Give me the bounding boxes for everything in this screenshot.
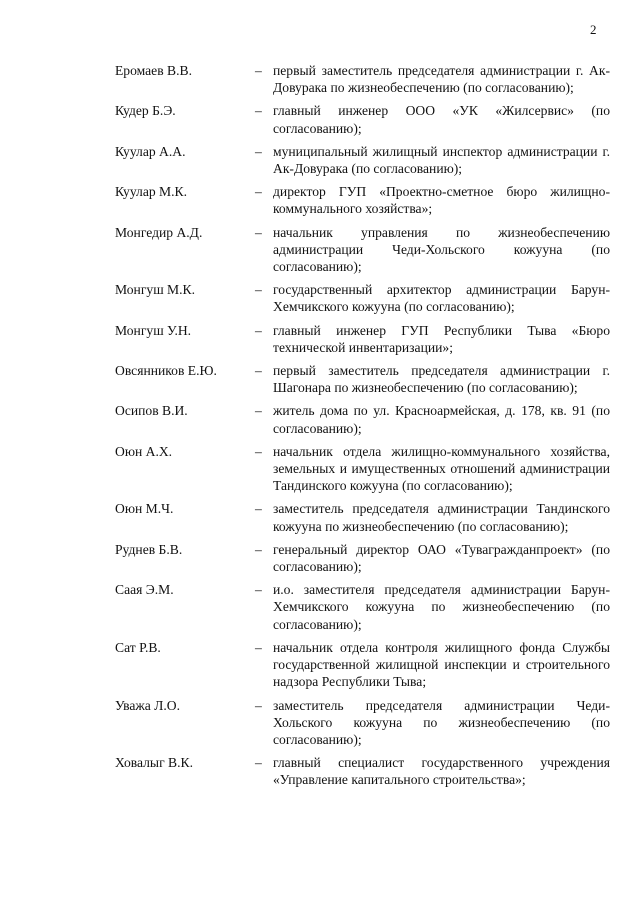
list-item: [115, 581, 610, 633]
member-duty: житель дома по ул. Красноармейская, д. 178, кв. 91 (по согласованию);: [273, 403, 610, 436]
member-duty: генеральный директор ОАО «Тувагражданпроект» (по согласованию);: [273, 541, 610, 575]
list-item: [115, 62, 610, 96]
dash-separator: –: [255, 443, 262, 459]
list-item: [115, 541, 610, 575]
dash-separator: –: [255, 363, 262, 379]
dash-separator: –: [255, 322, 262, 338]
member-duty: начальник отдела жилищно-коммунального хозяйства, земельных и имущественных отношений администрации Тандинского кожууна (по согласованию);: [273, 443, 610, 494]
list-item: [115, 402, 610, 436]
member-duty: начальник отдела контроля жилищного фонда Службы государственной жилищной инспекции и строительного надзора Республики Тыва;: [273, 639, 610, 690]
dash-separator: –: [255, 403, 262, 419]
list-item: [115, 322, 610, 356]
member-duty: заместитель председателя администрации Тандинского кожууна по жизнеобеспечению (по согласованию);: [273, 501, 610, 534]
member-list: [115, 62, 610, 795]
dash-separator: –: [255, 639, 262, 655]
dash-separator: –: [255, 501, 262, 517]
dash-separator: –: [255, 282, 262, 298]
member-name: Ховалыг В.К.: [115, 755, 193, 771]
member-name: Саая Э.М.: [115, 582, 174, 598]
member-name: Осипов В.И.: [115, 403, 188, 419]
member-duty: главный инженер ГУП Республики Тыва «Бюро технической инвентаризации»;: [273, 322, 610, 355]
dash-separator: –: [255, 755, 262, 771]
dash-separator: –: [255, 103, 262, 119]
member-name: Уважа Л.О.: [115, 697, 181, 713]
member-name: Овсянников Е.Ю.: [115, 363, 217, 379]
member-name: Монгедир А.Д.: [115, 224, 203, 240]
member-name: Монгуш У.Н.: [115, 322, 192, 338]
member-name: Куулар А.А.: [115, 143, 186, 159]
list-item: [115, 443, 610, 495]
list-item: [115, 639, 610, 691]
list-item: [115, 754, 610, 788]
member-name: Куулар М.К.: [115, 184, 188, 200]
list-item: [115, 362, 610, 396]
list-item: [115, 281, 610, 315]
list-item: [115, 500, 610, 534]
list-item: [115, 102, 610, 136]
member-duty: первый заместитель председателя администрации г. Ак-Довурака по жизнеобеспечению (по согласованию);: [273, 63, 610, 96]
member-duty: главный специалист государственного учреждения «Управление капитального строительства»;: [273, 755, 610, 788]
member-name: Сат Р.В.: [115, 639, 161, 655]
member-name: Кудер Б.Э.: [115, 103, 176, 119]
member-name: Оюн М.Ч.: [115, 501, 174, 517]
page-number: 2: [590, 22, 597, 37]
member-name: Монгуш М.К.: [115, 282, 196, 298]
dash-separator: –: [255, 184, 262, 200]
member-name: Оюн А.Х.: [115, 443, 173, 459]
list-item: [115, 224, 610, 276]
list-item: [115, 697, 610, 749]
dash-separator: –: [255, 541, 262, 557]
member-duty: первый заместитель председателя администрации г. Шагонара по жизнеобеспечению (по согласованию);: [273, 363, 610, 396]
member-name: Руднев Б.В.: [115, 541, 183, 557]
member-duty: директор ГУП «Проектно-сметное бюро жилищно-коммунального хозяйства»;: [273, 184, 610, 217]
dash-separator: –: [255, 697, 262, 713]
list-item: [115, 143, 610, 177]
member-name: Еромаев В.В.: [115, 63, 192, 78]
dash-separator: –: [255, 224, 262, 240]
list-item: [115, 183, 610, 217]
member-duty: главный инженер ООО «УК «Жилсервис» (по согласованию);: [273, 103, 610, 136]
member-duty: государственный архитектор администрации Барун-Хемчикского кожууна (по согласованию);: [273, 282, 610, 315]
dash-separator: –: [255, 63, 262, 78]
member-duty: начальник управления по жизнеобеспечению администрации Чеди-Хольского кожууна (по согласованию);: [273, 224, 610, 275]
member-duty: муниципальный жилищный инспектор администрации г. Ак-Довурака (по согласованию);: [273, 143, 610, 177]
member-duty: и.о. заместителя председателя администрации Барун-Хемчикского кожууна по жизнеобеспечению (по согласованию);: [273, 582, 610, 632]
member-duty: заместитель председателя администрации Чеди-Хольского кожууна по жизнеобеспечению (по согласованию);: [273, 697, 610, 747]
dash-separator: –: [255, 582, 262, 598]
dash-separator: –: [255, 143, 262, 159]
